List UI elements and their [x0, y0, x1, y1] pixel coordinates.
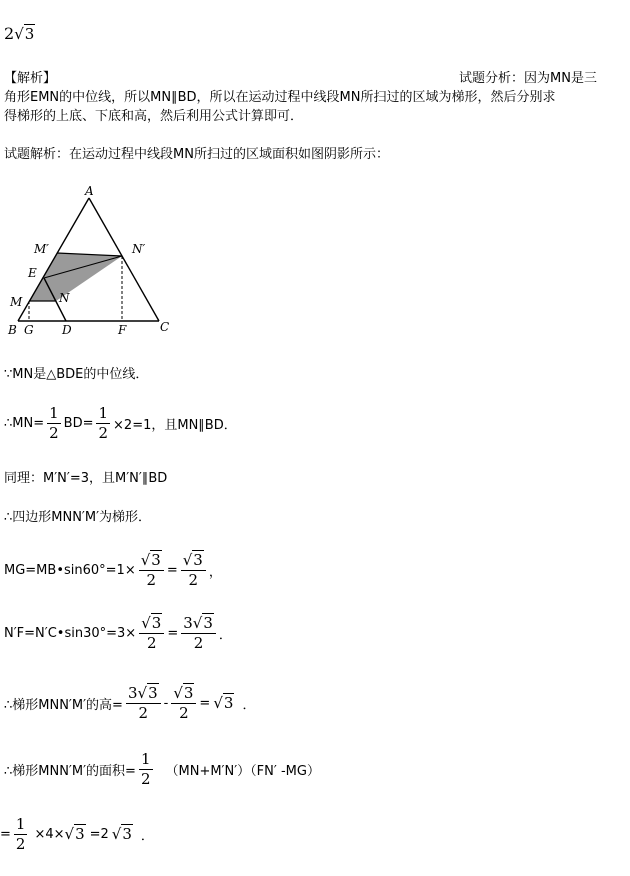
label-d: D	[62, 323, 72, 337]
label-m-prime: M′	[34, 242, 50, 256]
analysis-line2: 角形EMN的中位线，所以MN∥BD，所以在运动过程中线段MN所扫过的区域为梯形，然后分别求	[4, 90, 556, 105]
label-c: C	[160, 320, 170, 334]
label-f: F	[118, 323, 127, 337]
fraction-root3-over-2: $\frac{√3}{2}$	[139, 615, 164, 651]
fraction-half: $\frac{1}{2}$	[15, 815, 26, 853]
step-9: = $\frac{1}{2}$ ×4× √3 =2 √3 ．	[0, 815, 154, 853]
analysis-label: 试题分析：	[459, 71, 525, 86]
step-2: ∴MN= $\frac{1}{2}$ BD= $\frac{1}{2}$ ×2=1，且MN∥BD．	[4, 404, 237, 442]
fraction-3root3-over-2: $\frac{3√3}{2}$	[126, 685, 161, 721]
analysis-line3: 得梯形的上底、下底和高，然后利用公式计算即可．	[4, 109, 304, 124]
analysis-header: 【解析】	[4, 71, 57, 86]
fraction-root3-over-2: $\frac{√3}{2}$	[171, 685, 196, 721]
label-m: M	[10, 295, 23, 309]
label-b: B	[8, 323, 17, 337]
fraction-half: $\frac{1}{2}$	[140, 750, 151, 788]
fraction-3root3-over-2: $\frac{3√3}{2}$	[181, 615, 216, 651]
step-8: ∴梯形MNN′M′的面积= $\frac{1}{2}$ （MN+M′N′）（FN′ -MG）	[4, 750, 320, 788]
step-7: ∴梯形MNN′M′的高= $\frac{3√3}{2}$ - $\frac{√3}{2}$ = √3 ．	[4, 684, 256, 722]
label-n-prime: N′	[132, 242, 146, 256]
answer-value: 2√3	[4, 24, 35, 43]
step-6: N′F=N′C•sin30°=3× $\frac{√3}{2}$ = $\frac{3√3}{2}$ ．	[4, 614, 232, 652]
step-3: 同理：M′N′=3，且M′N′∥BD	[4, 471, 168, 486]
geometry-figure	[4, 186, 184, 344]
fraction-root3-over-2: $\frac{√3}{2}$	[139, 552, 164, 588]
label-e: E	[28, 266, 37, 280]
label-a: A	[85, 186, 94, 198]
fraction-half: $\frac{1}{2}$	[49, 404, 59, 442]
label-g: G	[24, 323, 34, 337]
step-4: ∴四边形MNN′M′为梯形．	[4, 510, 152, 525]
step-5: MG=MB•sin60°=1× $\frac{√3}{2}$ = $\frac{√3}{2}$ ，	[4, 551, 222, 589]
label-n: N	[59, 291, 70, 305]
fraction-half: $\frac{1}{2}$	[98, 404, 109, 442]
solution-intro: 试题解析：在运动过程中线段MN所扫过的区域面积如图阴影所示：	[4, 147, 389, 162]
fraction-root3-over-2: $\frac{√3}{2}$	[181, 552, 206, 588]
analysis-line1-right: 试题分析：因为MN是三	[459, 71, 597, 86]
step-1: ∵MN是△BDE的中位线．	[4, 367, 149, 382]
